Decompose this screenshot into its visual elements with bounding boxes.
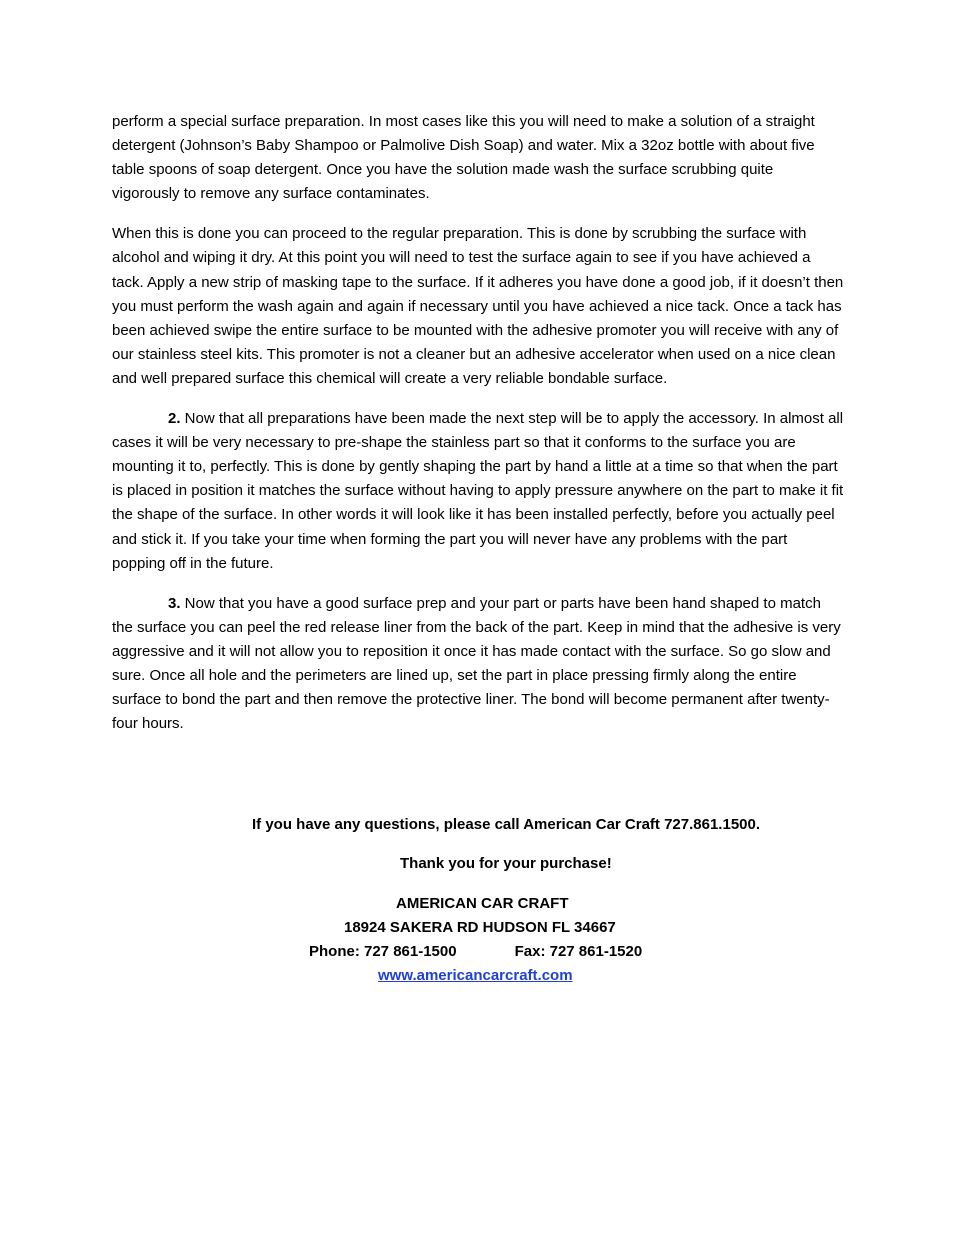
step-3-text: Now that you have a good surface prep and your part or parts have been hand shaped to match the surface you can peel the red release liner from the back of the part. Keep in mind that the adhesive is very aggressive and it will not allow you to reposition it once it has made contact with the surface. So go slow and sure. Once all hole and the perimeters are lined up, set the part in place pressing firmly along the entire surface to bond the part and then remove the protective liner. The bond will become permanent after twenty-four hours. [112, 594, 841, 733]
document-body [112, 110, 844, 752]
company-address: 18924 SAKERA RD HUDSON FL 34667 [344, 919, 616, 936]
phone-number: Phone: 727 861-1500 [309, 943, 457, 960]
company-name: AMERICAN CAR CRAFT [396, 895, 569, 912]
paragraph-surface-prep: perform a special surface preparation. In most cases like this you will need to make a solution of a straight detergent (Johnson’s Baby Shampoo or Palmolive Dish Soap) and water. Mix a 32oz bottle with about five table spoons of soap detergent. Once you have the solution made wash the surface scrubbing quite vigorously to remove any surface contaminates. [112, 113, 815, 203]
phone-fax-line [309, 943, 642, 960]
questions-line: If you have any questions, please call American Car Craft 727.861.1500. [252, 816, 761, 833]
paragraph-step-3 [112, 592, 844, 737]
fax-number: Fax: 727 861-1520 [514, 943, 643, 960]
paragraph-step-2 [112, 407, 844, 576]
step-3-number: 3. [168, 594, 181, 612]
paragraph-regular-prep: When this is done you can proceed to the regular preparation. This is done by scrubbing the surface with alcohol and wiping it dry. At this point you will need to test the surface again to see if you have achieved a tack. Apply a new strip of masking tape to the surface. If it adheres you have done a good job, if it doesn’t then you must perform the wash again and again if necessary until you have achieved a nice tack. Once a tack has been achieved swipe the entire surface to be mounted with the adhesive promoter you will receive with any of our stainless steel kits. This promoter is not a cleaner but an adhesive accelerator when used on a nice clean and well prepared surface this chemical will create a very reliable bondable surface. [112, 225, 844, 387]
website-link[interactable]: www.americancarcraft.com [378, 967, 573, 984]
step-2-number: 2. [168, 410, 181, 428]
thank-you-line: Thank you for your purchase! [400, 855, 612, 872]
step-2-text: Now that all preparations have been made the next step will be to apply the accessory. In almost all cases it will be very necessary to pre-shape the stainless part so that it conforms to the surface you are mounting it to, perfectly. This is done by gently shaping the part by hand a little at a time so that when the part is placed in position it matches the surface without having to apply pressure anywhere on the part to make it fit the shape of the surface. In other words it will look like it has been installed perfectly, before you actually peel and stick it. If you take your time when forming the part you will never have any problems with the part popping off in the future. [112, 410, 844, 572]
